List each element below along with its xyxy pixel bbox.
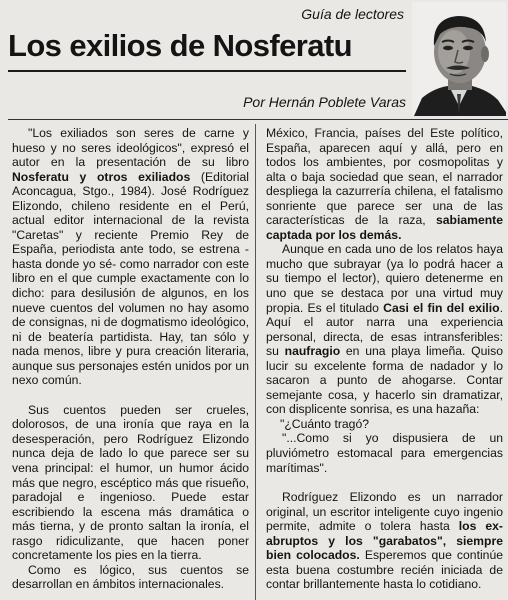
article-column-left <box>12 126 249 600</box>
story-title: Casi el fin del exilio <box>383 300 500 315</box>
quote-line-1: "¿Cuánto tragó? <box>280 416 370 431</box>
paragraph-exilio <box>266 242 503 417</box>
paragraph-text: en una playa limeña. Quiso lucir su excelente forma de nadador y lo sacaron a punto de ahogarse. Contar semejante cosa, y hacerlo sin dramatizar, con displicente sonrisa, es una hazaña: <box>266 344 503 417</box>
keyword-naufragio: naufragio <box>284 344 341 359</box>
paragraph-text: . Aquí el autor narra una experiencia personal, directa, de esas intransferibles: su <box>266 300 503 359</box>
paragraph-text: Esperemos que continúe esta buena costumbre recién iniciada de contar brillantemente hasta lo cotidiano. <box>266 548 503 592</box>
author-portrait-photo <box>412 2 506 116</box>
paragraph-ambitos: Como es lógico, sus cuentos se desarrollan en ámbitos internacionales. <box>12 562 249 592</box>
paragraph-text: (Editorial Aconcagua, Stgo., 1984). José Rodríguez Elizondo, chileno residente en el Perú, actual editor internacional de la revista "Caretas" y reciente Premio Rey de España, periodista ante todo, se estrena -hasta donde yo sé- como narrador con este libro en el que cumple exactamente con lo dicho: para desilusión de algunos, en los nueve cuentos del volumen no hay asomo de consignas, ni de dogmatismo ideológico, ni de beatería partidista. Hay, tan sólo y nada menos, libre y pura creación literaria, aunque sus personajes estén unidos por un nexo común. <box>12 169 249 388</box>
paragraph-text: México, Francia, países del Este político, España, aparecen aquí y allá, pero en todos los ambientes, por cosmopolitas y alta o baja sociedad que sean, el narrador despliega la cazurrería chilena, el fatalismo sonriente que parece ser una de las características de la raza, <box>266 126 503 228</box>
headline-divider <box>8 70 406 72</box>
paragraph-text: Aunque en cada uno de los relatos haya mucho que subrayar (ya lo podrá hacer a su tiempo el lector), quiero detenerme en uno que se destaca por una virtud muy propia. Es el titulado <box>266 242 503 315</box>
book-title: Nosferatu y otros exiliados <box>12 169 191 184</box>
paragraph-emphasis: sabiamente captada por los demás. <box>266 213 503 242</box>
byline-divider <box>8 119 508 120</box>
column-divider <box>255 124 256 600</box>
paragraph-emphasis: los ex-abruptos y los "garabatos", siempre bien colocados. <box>266 519 503 563</box>
quote-line-2: "...Como si yo dispusiera de un pluviómetro estomacal para emergencias marítimas". <box>266 431 503 475</box>
paragraph-text: Rodríguez Elizondo es un narrador original, un escritor inteligente cuyo ingenio permite, admite o tolera hasta <box>266 490 503 534</box>
paragraph-countries <box>266 126 503 242</box>
article-column-right <box>266 126 503 600</box>
article-byline: Por Hernán Poblete Varas <box>243 94 406 110</box>
paragraph-closing <box>266 490 503 592</box>
article-headline: Los exilios de Nosferatu <box>8 28 352 63</box>
paragraph-intro <box>12 126 249 388</box>
portrait-photo-icon <box>412 2 506 116</box>
section-label: Guía de lectores <box>301 6 404 22</box>
paragraph-humor: Sus cuentos pueden ser crueles, dolorosos, de una ironía que raya en la desesperación, pero Rodríguez Elizondo nunca deja de lado lo que parece ser su vena principal: el humor, un humor ácido más que negro, escéptico más que risueño, paradojal e ingenioso. Puede estar escribiendo la escena más dramática o más tierna, y de pronto saltan la ironía, el rasgo ridiculizante, que hacen poner concretamente los pies en la tierra. <box>12 402 249 563</box>
paragraph-text: "Los exiliados son seres de carne y hueso y no seres ideológicos", expresó el autor en la presentación de su libro <box>12 126 249 170</box>
